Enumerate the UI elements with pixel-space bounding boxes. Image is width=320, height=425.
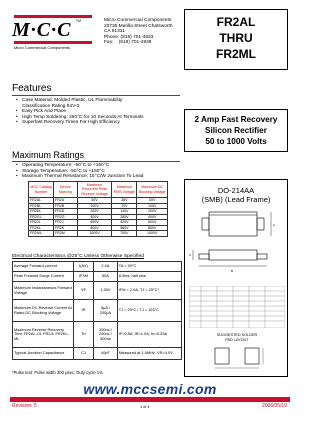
ratings-header-cell: MCC Catalog Number [29,182,54,198]
rating-item: • Storage Temperature: -50°C to +150°C [16,169,143,175]
feature-item: • Superfast Recovery Times For High Efficiency [16,120,143,126]
description-line: 50 to 1000 Volts [205,137,267,146]
pad-layout-label: PAD LAYOUT [225,338,249,342]
feature-item: • Easy Pick And Place [16,109,143,115]
max-ratings-rule [12,161,180,162]
svg-text:A: A [273,223,276,227]
footer-page: 1 of 4 [140,405,150,409]
ratings-header-row [29,182,168,198]
features-list [16,98,143,126]
table-row: Maximum Reverse Recovery Time FR2AL-GL FR2JL FR2KL-ML Trr 150ns / 250ns / 500ns IF=0.5A, IR=1.0A, Irr=0.25A [13,322,182,348]
package-box [184,179,288,377]
feature-item: • Case Material: Molded Plastic. UL Flammability [16,98,143,104]
footer-revision: Revision: 5 [12,403,37,409]
max-ratings-list [16,163,143,180]
company-logo: M·C·C ™ [12,19,81,41]
table-row: Average Forward current I(AV) 2.0A TA = 90°C [13,262,182,272]
features-rule [12,95,180,96]
suggested-solder-label: SUGGESTED SOLDER [216,333,258,337]
electrical-heading: Electrical Characteristics @25°C Unless Otherwise Specified [12,254,144,259]
table-row: FR2AL FR2A 50V 35V 50V [29,198,168,204]
ratings-table [28,181,168,237]
ratings-header-cell: Maximum DC Blocking Voltage [137,182,168,198]
table-row: Maximum DC Reverse Current At Rated DC Blocking Voltage IR 5μA / 200μA TJ = 25°C / TJ = 125°C [13,300,182,322]
package-name: DO-214AA [217,186,255,195]
feature-item: • High Temp Soldering: 260°C for 10 Seconds At Terminals [16,115,143,121]
svg-text:C: C [189,253,192,257]
ratings-header-cell: Maximum Recurrent Peak Reverse Voltage [77,182,112,198]
table-row: FR2JL FR2J 600V 420V 600V [29,220,168,226]
ratings-header-cell: Device Marking [54,182,78,198]
part-number-last: FR2ML [216,47,256,61]
header-top-rule [14,15,92,18]
company-address: Micro Commercial Components 20736 Marilla Street Chatsworth CA 91311 Phone: (818) 701-4933 Fax: (818) 701-4939 [104,18,173,46]
feature-item: Classification Rating 94V-0 [22,103,80,109]
electrical-footnote: *Pulse test: Pulse width 300 μsec, Duty cycle 1% [12,370,103,375]
logo-company-name: Micro Commercial Components [14,45,71,50]
electrical-table [12,261,182,360]
description-line: 2 Amp Fast Recovery [194,115,278,124]
package-outline-diagram [185,206,289,284]
description-box [184,109,288,152]
rating-item: • Operating Temperature: -50°C to +150°C [16,163,143,169]
table-row: Typical Junction Capacitance CJ 40pF Measured at 1.0MHz, VR=4.0V [13,348,182,360]
table-row: Maximum Instantaneous Forward Voltage VF 1.30V IFM = 2.0A; TJ = 25°C* [13,282,182,300]
part-number-box [184,9,288,70]
footer-date: 2006/05/19 [262,403,288,409]
table-row: FR2BL FR2B 100V 70V 100V [29,203,168,209]
part-number-first: FR2AL [216,15,256,29]
rating-item: • Maximum Thermal Resistance; 15°C/W Junction To Lead [16,174,143,180]
table-row: FR2ML FR2M 1000V 700V 1000V [29,231,168,237]
table-row: FR2KL FR2K 800V 560V 800V [29,225,168,231]
footer-rule [10,397,290,402]
header-bottom-rule [14,41,92,44]
package-type: (SMB) (Lead Frame) [201,195,271,204]
table-row: Peak Forward Surge Current IFSM 50A 8.3ms, half sine [13,272,182,282]
dimension-table-graphic [189,286,285,328]
table-row: FR2DL FR2D 200V 140V 200V [29,209,168,215]
max-ratings-heading: Maximum Ratings [12,150,85,160]
description-line: Silicon Rectifier [205,126,267,135]
footer-url: www.mccsemi.com [83,381,217,397]
ratings-header-cell: Maximum RMS Voltage [112,182,137,198]
table-row: FR2GL FR2G 400V 280V 400V [29,214,168,220]
pad-layout-diagram [185,344,289,374]
features-heading: Features [12,83,52,94]
svg-text:B: B [231,269,234,273]
part-number-thru: THRU [219,31,253,45]
